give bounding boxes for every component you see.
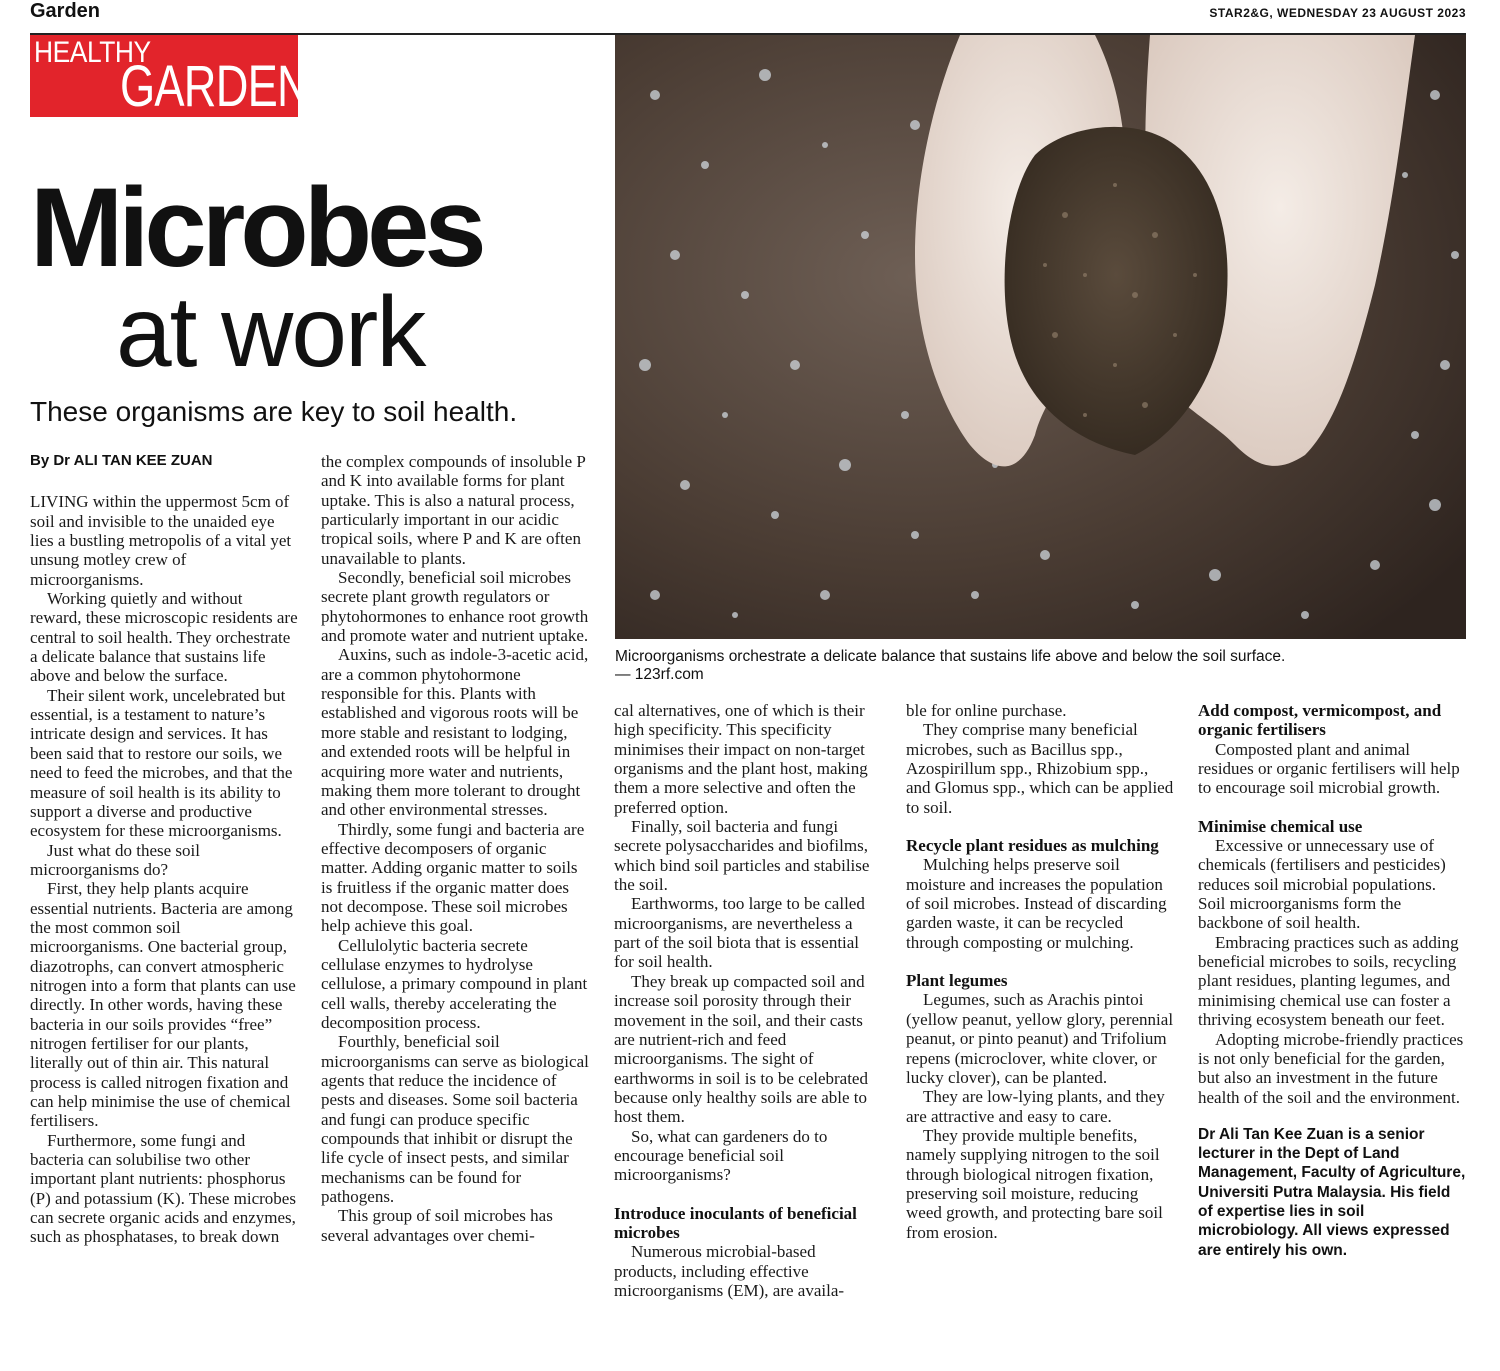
caption-text: Microorganisms orchestrate a delicate balance that sustains life above and below the soil surface. <box>615 648 1286 665</box>
paragraph: Finally, soil bacteria and fungi secrete polysaccharides and biofilms, which bind soil particles and stabilise the soil. <box>614 817 870 895</box>
paragraph: Auxins, such as indole-3-acetic acid, are a common phytohormone responsible for this. Plants with established and vigorous roots will be more stable and resistant to lodging, and extended roots will be helpful in acquiring more water and nutrients, making them more tolerant to drought and other environmental stresses. <box>321 645 589 820</box>
paragraph: They break up compacted soil and increase soil porosity through their movement in the soil, and their casts are nutrient-rich and feed microorganisms. The sight of earthworms in soil is to be celebrated because only healthy soils are able to host them. <box>614 971 868 1127</box>
paragraph: cal alternatives, one of which is their high specificity. This specificity minimises their impact on non-target organisms and the plant host, making them a more selective and often the preferred option. <box>614 701 868 817</box>
paragraph: Earthworms, too large to be called microorganisms, are nevertheless a part of the soil biota that is essential for soil health. <box>614 894 865 972</box>
subheading-inoculants: Introduce inoculants of beneficial microbes <box>614 1203 857 1242</box>
paragraph: They provide multiple benefits, namely supplying nitrogen to the soil through biological nitrogen fixation, preserving soil moisture, reducing weed growth, and protecting bare soil from erosion. <box>906 1125 1163 1242</box>
paragraph: So, what can gardeners do to encourage beneficial soil microorganisms? <box>614 1126 828 1185</box>
headline-line2: at work <box>116 276 425 388</box>
article-column-3 <box>614 701 882 1300</box>
paragraph: Composted plant and animal residues or organic fertilisers will help to encourage soil microbial growth. <box>1198 739 1460 798</box>
brand-healthy-text: HEALTHY <box>34 36 151 69</box>
subheading-legumes: Plant legumes <box>906 971 1008 991</box>
paragraph: Cellulolytic bacteria secrete cellulase enzymes to hydrolyse cellulose, a primary compound in plant cell walls, thereby accelerating the decomposition process. <box>321 935 588 1032</box>
article-column-2 <box>321 452 589 1245</box>
paragraph: Embracing practices such as adding beneficial microbes to soils, recycling plant residues, planting legumes, and minimising chemical use can foster a thriving ecosystem beneath our feet. <box>1198 932 1459 1030</box>
author-bio: Dr Ali Tan Kee Zuan is a senior lecturer in the Dept of Land Management, Faculty of Agriculture, Universiti Putra Malaysia. His field of expertise lies in soil microbiology. All views expressed are entirely his own. <box>1198 1125 1466 1259</box>
photo-caption <box>615 648 1435 684</box>
page-section-label: Garden <box>30 0 101 22</box>
paragraph: Fourthly, beneficial soil microorganisms can serve as biological agents that reduce the incidence of pests and diseases. Some soil bacteria and fungi can produce specific compounds that inhibit or disrupt the life cycle of insect pests, and similar mechanisms can be found for pathogens. <box>321 1032 589 1207</box>
paragraph: Working quietly and without reward, these microscopic residents are central to soil health. They orchestrate a delicate balance that sustains life above and below the surface. <box>30 589 298 686</box>
paragraph: This group of soil microbes has several advantages over chemi- <box>321 1206 553 1245</box>
paragraph: Excessive or unnecessary use of chemicals (fertilisers and pesticides) reduces soil microbial populations. Soil microorganisms form the backbone of soil health. <box>1198 836 1446 933</box>
paragraph: Furthermore, some fungi and bacteria can solubilise two other important plant nutrients: phosphorus (P) and potassium (K). These microbes can secrete organic acids and enzymes, such as phosphatases, to break down <box>30 1130 296 1247</box>
paragraph: Just what do these soil microorganisms do? <box>30 840 200 879</box>
hands-holding-soil-photo <box>615 35 1466 639</box>
paragraph: Their silent work, uncelebrated but essential, is a testament to nature’s intricate design and services. It has been said that to restore our soils, we need to feed the microbes, and that the measure of soil health is its ability to support a diverse and productive ecosystem for these microorganisms. <box>30 685 293 841</box>
paragraph: ble for online purchase. <box>906 701 1067 720</box>
paragraph: First, they help plants acquire essential nutrients. Bacteria are among the most common soil microorganisms. One bacterial group, diazotrophs, can convert atmospheric nitrogen into a form that plants can use directly. In other words, having these bacteria in our soils provides “free” nitrogen fertiliser for our plants, literally out of thin air. This natural process is called nitrogen fixation and can help minimise the use of chemical fertilisers. <box>30 879 296 1131</box>
subheading-chemical-use: Minimise chemical use <box>1198 816 1363 836</box>
subheading-compost: Add compost, vermicompost, and organic fertilisers <box>1198 701 1442 740</box>
paragraph: Legumes, such as Arachis pintoi (yellow peanut, yellow glory, perennial peanut, or pinto peanut) and Trifolium repens (microclover, white clover, or lucky clover), can be planted. <box>906 990 1174 1087</box>
article-column-5 <box>1198 701 1466 1260</box>
standfirst: These organisms are key to soil health. <box>30 396 518 427</box>
paragraph: Thirdly, some fungi and bacteria are effective decomposers of organic matter. Adding organic matter to soils is fruitless if the organic matter does not decompose. These soil microbes help achieve this goal. <box>321 819 585 936</box>
article-column-1 <box>30 451 298 1247</box>
soil-photo-illustration <box>615 35 1466 639</box>
paragraph: Adopting microbe-friendly practices is not only beneficial for the garden, but also an investment in the future health of the soil and the environment. <box>1198 1029 1464 1107</box>
paragraph: Numerous microbial-based products, including effective microorganisms (EM), are availa- <box>614 1242 845 1300</box>
subheading-mulching: Recycle plant residues as mulching <box>906 836 1159 856</box>
paragraph: They comprise many beneficial microbes, such as Bacillus spp., Azospirillum spp., Rhizobium spp., and Glomus spp., which can be applied to soil. <box>906 720 1174 817</box>
paragraph: Secondly, beneficial soil microbes secrete plant growth regulators or phytohormones to enhance root growth and promote water and nutrient uptake. <box>321 568 589 646</box>
dateline: STAR2&G, WEDNESDAY 23 AUGUST 2023 <box>1209 6 1466 20</box>
article-column-4 <box>906 701 1174 1242</box>
paragraph: Mulching helps preserve soil moisture and increases the population of soil microbes. Instead of discarding garden waste, it can be recycled through composting or mulching. <box>906 855 1167 952</box>
paragraph: LIVING within the uppermost 5cm of soil and invisible to the unaided eye lies a bustling metropolis of a vital yet unsung motley crew of microorganisms. <box>30 492 292 589</box>
caption-credit: — 123rf.com <box>615 666 704 683</box>
paragraph: the complex compounds of insoluble P and K into available forms for plant uptake. This is also a natural process, particularly important in our acidic tropical soils, where P and K are often unavailable to plants. <box>321 452 586 568</box>
byline: By Dr ALI TAN KEE ZUAN <box>30 452 213 469</box>
headline-line1: Microbes <box>30 165 482 290</box>
paragraph: They are low-lying plants, and they are attractive and easy to care. <box>906 1087 1165 1126</box>
brand-garden-text: GARDEN <box>120 54 309 119</box>
